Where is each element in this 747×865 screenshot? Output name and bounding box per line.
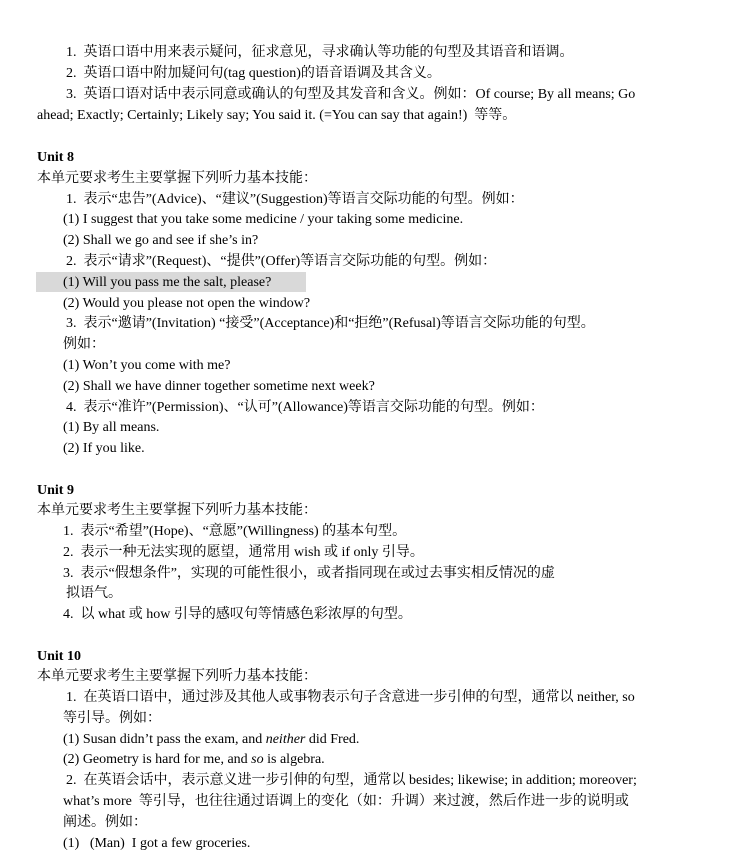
unit8-item-3: 3. 表示“邀请”(Invitation) “接受”(Acceptance)和“拒绝”(Refusal)等语言交际功能的句型。	[66, 316, 595, 331]
intro-item-2: 2. 英语口语中附加疑问句(tag question)的语音语调及其含义。	[66, 66, 441, 81]
unit8-example: (2) If you like.	[63, 441, 145, 456]
unit9-item-3: 3. 表示“假想条件”，实现的可能性很小，或者指同现在或过去事实相反情况的虚	[63, 566, 555, 581]
unit8-example: (1) By all means.	[63, 420, 160, 435]
unit8-example: (2) Would you please not open the window?	[63, 296, 311, 311]
unit10-item-1: 1. 在英语口语中，通过涉及其他人或事物表示句子含意进一步引伸的句型，通常以 neither, so	[66, 690, 635, 705]
unit8-item-1: 1. 表示“忠告”(Advice)、“建议”(Suggestion)等语言交际功能的句型。例如：	[66, 192, 524, 207]
unit9-intro: 本单元要求考生主要掌握下列听力基本技能：	[37, 503, 317, 518]
intro-item-1: 1. 英语口语中用来表示疑问，征求意见，寻求确认等功能的句型及其语音和语调。	[66, 45, 574, 60]
unit10-example-3: (1) (Man) I got a few groceries.	[63, 836, 251, 851]
unit10-item-2-cont: 阐述。例如：	[63, 815, 147, 830]
unit8-example: (1) Won’t you come with me?	[63, 358, 231, 373]
unit8-item-3-cont: 例如：	[63, 337, 105, 352]
unit9-heading: Unit 9	[37, 483, 74, 498]
unit10-item-1-cont: 等引导。例如：	[63, 711, 161, 726]
unit10-item-2: 2. 在英语会话中，表示意义进一步引伸的句型，通常以 besides; likewise; in addition; moreover;	[66, 773, 637, 788]
unit8-example: (2) Shall we have dinner together sometime next week?	[63, 379, 375, 394]
unit9-item-3-cont: 拟语气。	[66, 586, 122, 601]
unit8-item-2: 2. 表示“请求”(Request)、“提供”(Offer)等语言交际功能的句型。例如：	[66, 254, 497, 269]
unit8-item-4: 4. 表示“准许”(Permission)、“认可”(Allowance)等语言交际功能的句型。例如：	[66, 400, 544, 415]
unit8-example: (2) Shall we go and see if she’s in?	[63, 233, 259, 248]
intro-item-3: 3. 英语口语对话中表示同意或确认的句型及其发音和含义。例如：Of course; By all means; Go	[66, 87, 636, 102]
unit10-example-2: (2) Geometry is hard for me, and so is algebra.	[63, 752, 325, 767]
unit8-intro: 本单元要求考生主要掌握下列听力基本技能：	[37, 171, 317, 186]
unit8-example: (1) I suggest that you take some medicine / your taking some medicine.	[63, 212, 464, 227]
unit9-item-4: 4. 以 what 或 how 引导的感叹句等情感色彩浓厚的句型。	[63, 607, 412, 622]
unit8-heading: Unit 8	[37, 150, 74, 165]
intro-item-3-cont: ahead; Exactly; Certainly; Likely say; You said it. (=You can say that again!) 等等。	[37, 108, 517, 123]
unit10-item-2-cont: what’s more 等引导，也往往通过语调上的变化（如：升调）来过渡，然后作进一步的说明或	[63, 794, 629, 809]
unit10-intro: 本单元要求考生主要掌握下列听力基本技能：	[37, 669, 317, 684]
unit9-item-1: 1. 表示“希望”(Hope)、“意愿”(Willingness) 的基本句型。	[63, 524, 407, 539]
unit10-heading: Unit 10	[37, 649, 81, 664]
unit9-item-2: 2. 表示一种无法实现的愿望，通常用 wish 或 if only 引导。	[63, 545, 424, 560]
unit10-example-1: (1) Susan didn’t pass the exam, and neither did Fred.	[63, 732, 360, 747]
unit8-example-highlighted: (1) Will you pass me the salt, please?	[63, 275, 272, 290]
